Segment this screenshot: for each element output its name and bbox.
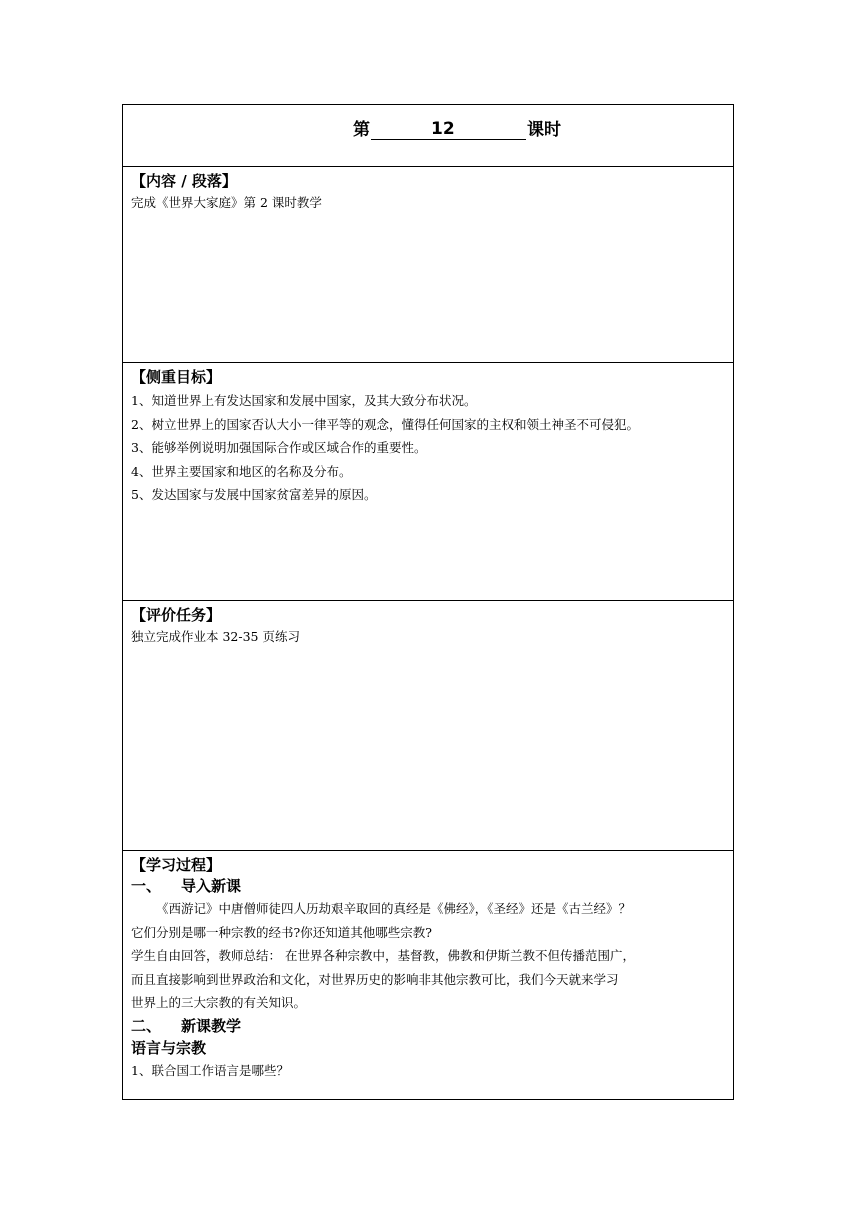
goal-item: 4、世界主要国家和地区的名称及分布。	[131, 463, 352, 479]
part1-heading	[131, 875, 725, 897]
part2-number: 二、	[131, 1016, 162, 1035]
paragraph-line: 世界上的三大宗教的有关知识。	[131, 995, 307, 1010]
title-suffix: 课时	[527, 120, 561, 140]
lesson-plan-table	[122, 104, 734, 1100]
part1-title: 导入新课	[181, 877, 242, 895]
goals-list	[131, 389, 725, 507]
paragraph-line: 《西游记》中唐僧师徒四人历劫艰辛取回的真经是《佛经》，《圣经》还是《古兰经》？	[156, 901, 632, 916]
content-section	[123, 166, 733, 362]
evaluation-text: 独立完成作业本 32-35 页练习	[131, 629, 300, 644]
content-heading: 【内容 / 段落】	[131, 172, 237, 190]
paragraph-line: 而且直接影响到世界政治和文化，对世界历史的影响非其他宗教可比，我们今天就来学习	[131, 971, 619, 987]
process-section	[123, 850, 733, 1099]
goals-heading: 【侧重目标】	[131, 368, 222, 386]
paragraph-line: 它们分别是哪一种宗教的经书?你还知道其他哪些宗教?	[131, 924, 432, 940]
goal-item: 1、知道世界上有发达国家和发展中国家，及其大致分布状况。	[131, 393, 477, 408]
title-row	[123, 105, 733, 166]
paragraph-line: 学生自由回答，教师总结： 在世界各种宗教中，基督教，佛教和伊斯兰教不但传播范围广，	[131, 948, 635, 963]
goal-item: 2、树立世界上的国家否认大小一律平等的观念，懂得任何国家的主权和领土神圣不可侵犯。	[131, 416, 639, 432]
title-prefix: 第	[353, 120, 370, 140]
part2-title: 新课教学	[181, 1016, 242, 1035]
lesson-number: 12	[371, 119, 526, 140]
question-text: 1、联合国工作语言是哪些？	[131, 1062, 289, 1078]
process-heading: 【学习过程】	[131, 856, 222, 874]
part1-number: 一、	[131, 877, 162, 895]
goal-item: 3、能够举例说明加强国际合作或区域合作的重要性。	[131, 440, 427, 455]
subheading: 语言与宗教	[131, 1038, 207, 1057]
part2-heading	[131, 1015, 725, 1037]
goal-item: 5、发达国家与发展中国家贫富差异的原因。	[131, 487, 377, 502]
evaluation-section	[123, 600, 733, 850]
lesson-title	[353, 119, 561, 140]
content-text: 完成《世界大家庭》第 2 课时教学	[131, 195, 322, 210]
goals-section	[123, 362, 733, 600]
evaluation-heading: 【评价任务】	[131, 606, 222, 624]
